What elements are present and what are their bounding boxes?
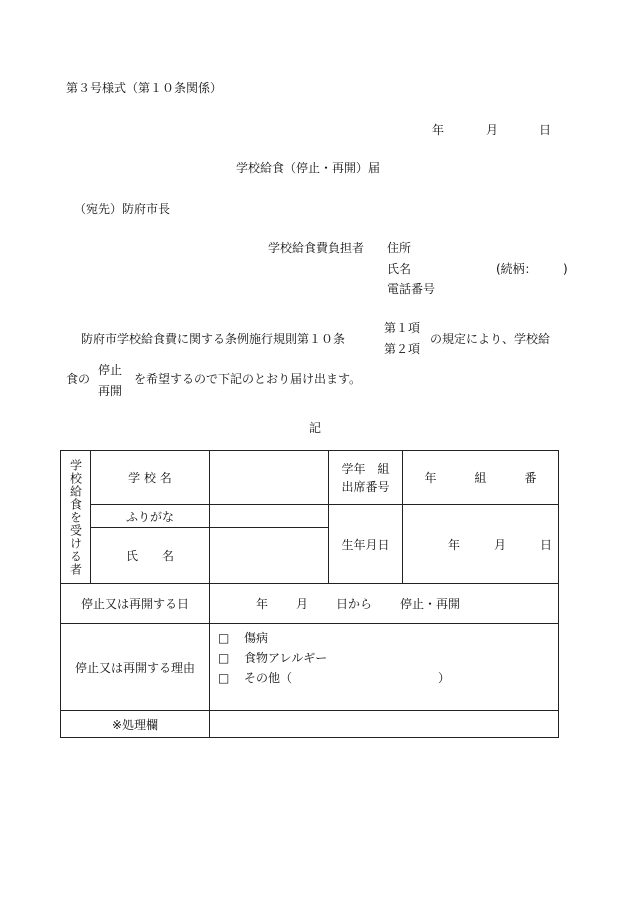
- furigana-input[interactable]: [210, 505, 329, 528]
- stop-year: 年: [256, 597, 269, 611]
- body-line1-main: 防府市学校給食費に関する条例施行規則第１０条: [81, 332, 346, 346]
- recipient-header-cell: [61, 451, 91, 584]
- addressee: （宛先）防府市長: [74, 202, 171, 216]
- body-line2-lead: 食の: [66, 372, 91, 386]
- furigana-label: ふりがな: [91, 505, 210, 528]
- stop-month: 月: [296, 597, 309, 611]
- checkbox-icon[interactable]: □: [218, 671, 230, 685]
- stop-date-label: 停止又は再開する日: [61, 584, 210, 624]
- clause-option-2: 第２項: [384, 342, 421, 356]
- stop-option: 停止・再開: [400, 597, 461, 611]
- grade-class: 組: [474, 471, 487, 485]
- grade-label-cell: [329, 451, 403, 505]
- birthdate-label: 生年月日: [329, 505, 403, 584]
- reason-label: 停止又は再開する理由: [61, 624, 210, 711]
- body-line2-tail: を希望するので下記のとおり届け出ます。: [134, 372, 362, 386]
- stop-day-from: 日から: [336, 597, 373, 611]
- action-option-2: 再開: [98, 384, 123, 398]
- relation-label: (続柄：: [496, 262, 537, 276]
- school-name-input[interactable]: [210, 451, 329, 505]
- form-number: 第３号様式（第１０条関係）: [66, 81, 223, 95]
- address-label: 住所: [387, 241, 412, 255]
- body-line1-tail: の規定により、学校給: [430, 332, 551, 346]
- clause-option-1: 第１項: [384, 321, 421, 335]
- document-title: 学校給食（停止・再開）届: [236, 161, 381, 175]
- student-name-input[interactable]: [210, 528, 329, 584]
- date-day-label: 日: [539, 123, 552, 137]
- reason-option-allergy[interactable]: [218, 648, 558, 668]
- student-name-label: 氏 名: [91, 528, 210, 584]
- checkbox-icon[interactable]: □: [218, 631, 230, 645]
- birthdate-input[interactable]: [403, 505, 559, 584]
- name-label: 氏名: [387, 262, 412, 276]
- birth-year: 年: [447, 537, 460, 552]
- reason-text: 食物アレルギー: [244, 651, 328, 665]
- school-name-label: 学 校 名: [91, 451, 210, 505]
- phone-label: 電話番号: [387, 282, 436, 296]
- reason-other-close: ）: [438, 671, 451, 685]
- relation-close: ): [563, 262, 568, 276]
- grade-label-1: 学年 組: [341, 461, 390, 476]
- date-month-label: 月: [486, 123, 499, 137]
- birth-month: 月: [493, 537, 506, 552]
- date-year-label: 年: [432, 123, 445, 137]
- grade-number: 番: [524, 471, 537, 485]
- grade-label-2: 出席番号: [341, 479, 390, 494]
- application-table: [60, 450, 559, 738]
- reason-text: 傷病: [244, 631, 269, 645]
- processing-label: ※処理欄: [61, 711, 210, 738]
- ki-label: 記: [309, 421, 322, 435]
- checkbox-icon[interactable]: □: [218, 651, 230, 665]
- grade-year: 年: [424, 471, 437, 485]
- reason-option-other[interactable]: [218, 668, 558, 688]
- grade-input[interactable]: [403, 451, 559, 505]
- action-option-1: 停止: [98, 363, 123, 377]
- reason-options: [210, 624, 559, 711]
- reason-option-illness[interactable]: [218, 628, 558, 648]
- applicant-role: 学校給食費負担者: [268, 241, 365, 255]
- stop-date-input[interactable]: [210, 584, 559, 624]
- reason-text: その他（: [244, 671, 293, 685]
- birth-day: 日: [539, 537, 552, 552]
- processing-input[interactable]: [210, 711, 559, 738]
- recipient-header: 学校給食を受ける者: [68, 458, 83, 576]
